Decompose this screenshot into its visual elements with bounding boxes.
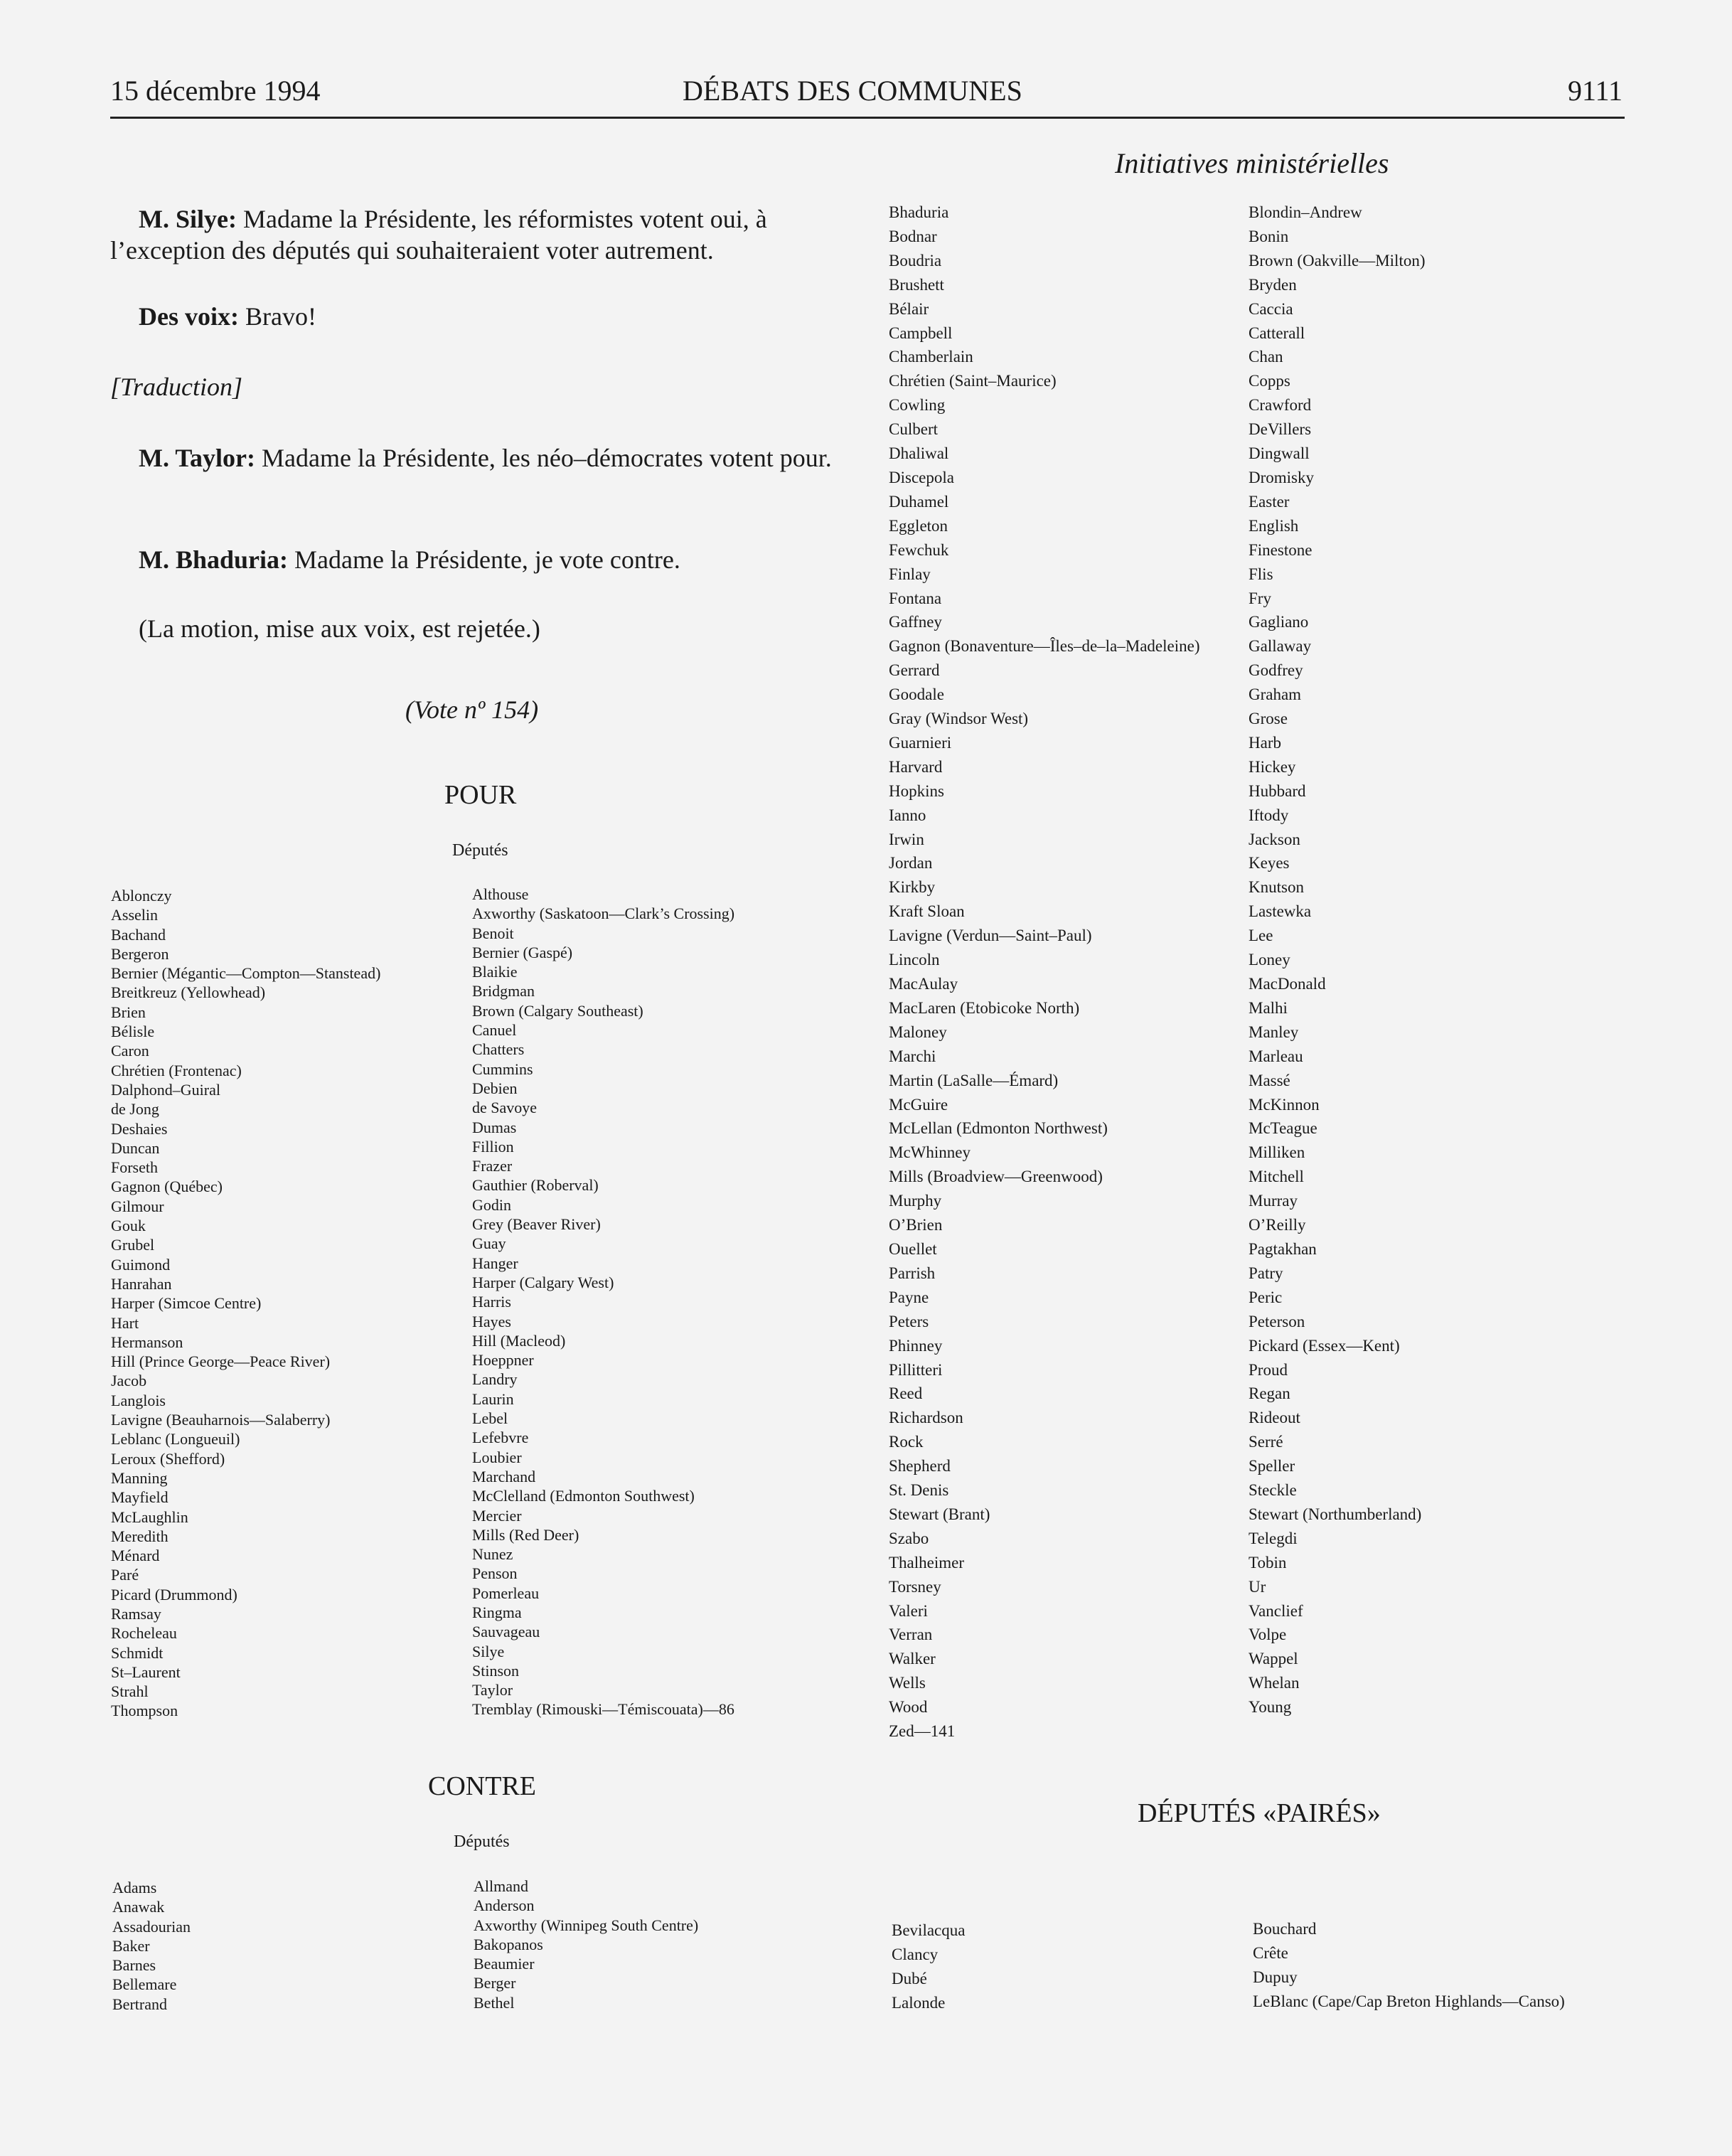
member-name: Verran bbox=[889, 1626, 933, 1644]
member-name: Bodnar bbox=[889, 227, 937, 245]
member-name: Taylor bbox=[472, 1681, 513, 1699]
member-name: Silye bbox=[472, 1642, 505, 1660]
member-name: Irwin bbox=[889, 830, 924, 848]
member-name: Wood bbox=[889, 1698, 928, 1717]
member-name: Phinney bbox=[889, 1336, 943, 1355]
member-name: MacDonald bbox=[1249, 975, 1326, 993]
member-name: Godin bbox=[472, 1195, 511, 1214]
member-name: Fry bbox=[1249, 589, 1271, 607]
member-name: Lavigne (Beauharnois—Salaberry) bbox=[111, 1411, 331, 1429]
member-name: Proud bbox=[1249, 1360, 1288, 1379]
member-name: Ouellet bbox=[889, 1239, 937, 1258]
member-name: Catterall bbox=[1249, 324, 1305, 342]
member-name: de Savoye bbox=[472, 1099, 538, 1117]
member-name: O’Reilly bbox=[1249, 1216, 1306, 1234]
member-name: Anawak bbox=[112, 1898, 165, 1916]
member-name: Iftody bbox=[1249, 806, 1289, 824]
member-name: Marchand bbox=[472, 1467, 536, 1485]
member-name: Hanrahan bbox=[111, 1274, 172, 1293]
member-name: Culbert bbox=[889, 420, 938, 439]
member-name: Tobin bbox=[1249, 1553, 1287, 1571]
member-name: Campbell bbox=[889, 324, 953, 342]
member-name: Langlois bbox=[111, 1391, 166, 1409]
member-name: Discepola bbox=[889, 468, 954, 486]
member-name: Boudria bbox=[889, 251, 942, 270]
member-name: Flis bbox=[1249, 565, 1273, 583]
member-name: Eggleton bbox=[889, 516, 948, 535]
member-name: Godfrey bbox=[1249, 661, 1303, 680]
member-name: Stewart (Northumberland) bbox=[1249, 1505, 1422, 1523]
member-name: Graham bbox=[1249, 685, 1302, 704]
member-name: Axworthy (Winnipeg South Centre) bbox=[474, 1916, 699, 1934]
member-name: Valeri bbox=[889, 1601, 928, 1620]
member-name: Berger bbox=[474, 1974, 516, 1992]
member-name: Lavigne (Verdun—Saint–Paul) bbox=[889, 927, 1092, 945]
member-name: McGuire bbox=[889, 1095, 948, 1114]
member-name: Canuel bbox=[472, 1021, 517, 1040]
member-name: Pagtakhan bbox=[1249, 1239, 1317, 1258]
member-name: Chatters bbox=[472, 1040, 525, 1059]
member-name: Leblanc (Longueuil) bbox=[111, 1430, 240, 1448]
member-name: Lastewka bbox=[1249, 902, 1312, 921]
member-name: Chamberlain bbox=[889, 348, 973, 366]
paragraph-taylor: M. Taylor: Madame la Présidente, les néo–démocrates votent pour. bbox=[139, 444, 832, 472]
member-name: Deshaies bbox=[111, 1119, 168, 1138]
contre-column-2 bbox=[474, 1877, 698, 2012]
member-name: Gilmour bbox=[111, 1197, 164, 1215]
member-name: Lincoln bbox=[889, 951, 940, 969]
member-name: Kraft Sloan bbox=[889, 902, 965, 921]
member-name: Forseth bbox=[111, 1158, 158, 1177]
member-name: Hermanson bbox=[111, 1333, 183, 1351]
member-name: Bernier (Gaspé) bbox=[472, 943, 573, 961]
member-name: McWhinney bbox=[889, 1143, 971, 1162]
member-name: St–Laurent bbox=[111, 1663, 181, 1681]
member-name: Bethel bbox=[474, 1993, 515, 2012]
member-name: Manning bbox=[111, 1468, 168, 1487]
member-name: Mills (Broadview—Greenwood) bbox=[889, 1168, 1103, 1186]
member-name: Blondin–Andrew bbox=[1249, 203, 1362, 221]
member-name: Hart bbox=[111, 1313, 139, 1332]
member-name: Debien bbox=[472, 1079, 518, 1097]
member-name: Nunez bbox=[472, 1545, 513, 1564]
member-name: Walker bbox=[889, 1650, 936, 1668]
member-name: Leroux (Shefford) bbox=[111, 1449, 225, 1468]
member-name: Young bbox=[1249, 1698, 1292, 1717]
member-name: Ménard bbox=[111, 1547, 160, 1565]
member-name: Breitkreuz (Yellowhead) bbox=[111, 983, 266, 1002]
member-name: Dupuy bbox=[1253, 1968, 1298, 1986]
member-name: St. Denis bbox=[889, 1481, 949, 1500]
member-name: Penson bbox=[472, 1564, 518, 1583]
section-tag: Initiatives ministérielles bbox=[1115, 147, 1389, 179]
member-name: Thompson bbox=[111, 1702, 178, 1720]
member-name: Zed—141 bbox=[889, 1722, 956, 1741]
paires-column-1 bbox=[892, 1918, 965, 2015]
member-name: Adams bbox=[112, 1879, 157, 1896]
member-name: Fewchuk bbox=[889, 540, 949, 559]
member-name: Peric bbox=[1249, 1288, 1283, 1306]
member-name: Jordan bbox=[889, 854, 933, 872]
member-name: Murray bbox=[1249, 1192, 1298, 1210]
member-name: Bélisle bbox=[111, 1023, 155, 1041]
member-name: Chrétien (Frontenac) bbox=[111, 1061, 242, 1079]
member-name: Brushett bbox=[889, 275, 944, 294]
paragraph-des-voix: Des voix: Bravo! bbox=[139, 302, 316, 331]
member-name: Hill (Prince George—Peace River) bbox=[111, 1352, 331, 1371]
member-name: Milliken bbox=[1249, 1143, 1305, 1162]
member-name: Bellemare bbox=[112, 1975, 177, 1994]
member-name: MacAulay bbox=[889, 975, 958, 993]
member-name: Dumas bbox=[472, 1118, 517, 1136]
member-name: Gagnon (Québec) bbox=[111, 1178, 223, 1196]
member-name: Harper (Simcoe Centre) bbox=[111, 1294, 262, 1313]
member-name: Lalonde bbox=[892, 1993, 946, 2012]
member-name: Loney bbox=[1249, 951, 1290, 969]
member-name: Fontana bbox=[889, 589, 942, 607]
member-name: Beaumier bbox=[474, 1955, 535, 1973]
member-name: Szabo bbox=[889, 1529, 929, 1547]
member-name: Althouse bbox=[472, 885, 529, 903]
member-name: English bbox=[1249, 516, 1299, 535]
member-name: Telegdi bbox=[1249, 1529, 1298, 1547]
contre-column-3 bbox=[889, 201, 1199, 1744]
member-name: Payne bbox=[889, 1288, 929, 1306]
member-name: Guimond bbox=[111, 1255, 171, 1274]
member-name: Lebel bbox=[472, 1409, 508, 1428]
member-name: Bridgman bbox=[472, 982, 535, 1000]
member-name: Hill (Macleod) bbox=[472, 1331, 566, 1350]
member-name: Tremblay (Rimouski—Témiscouata)—86 bbox=[472, 1700, 734, 1719]
member-name: Hickey bbox=[1249, 757, 1296, 776]
member-name: Marleau bbox=[1249, 1047, 1303, 1065]
paires-column-2 bbox=[1253, 1917, 1565, 2014]
member-name: Axworthy (Saskatoon—Clark’s Crossing) bbox=[472, 904, 735, 923]
member-name: Cowling bbox=[889, 396, 946, 415]
member-name: Gray (Windsor West) bbox=[889, 710, 1029, 728]
member-name: Dalphond–Guiral bbox=[111, 1080, 220, 1099]
member-name: Cummins bbox=[472, 1060, 533, 1078]
member-name: Murphy bbox=[889, 1192, 942, 1210]
member-name: Pickard (Essex—Kent) bbox=[1249, 1336, 1400, 1355]
member-name: Benoit bbox=[472, 924, 514, 942]
member-name: Frazer bbox=[472, 1157, 513, 1175]
member-name: Copps bbox=[1249, 372, 1290, 390]
member-name: Jackson bbox=[1249, 830, 1300, 848]
member-name: Hayes bbox=[472, 1312, 511, 1330]
member-name: Ramsay bbox=[111, 1604, 161, 1623]
member-name: Wappel bbox=[1249, 1650, 1298, 1668]
member-name: Stinson bbox=[472, 1661, 520, 1680]
member-name: Blaikie bbox=[472, 963, 518, 981]
member-name: Gaffney bbox=[889, 613, 942, 631]
member-name: Bernier (Mégantic—Compton—Stanstead) bbox=[111, 964, 381, 983]
member-name: Marchi bbox=[889, 1047, 936, 1065]
member-name: Grubel bbox=[111, 1236, 155, 1254]
member-name: Richardson bbox=[889, 1409, 963, 1427]
header-title: DÉBATS DES COMMUNES bbox=[683, 75, 1022, 107]
member-name: Gauthier (Roberval) bbox=[472, 1176, 599, 1195]
member-name: Hopkins bbox=[889, 781, 944, 800]
member-name: Maloney bbox=[889, 1023, 947, 1041]
member-name: Caron bbox=[111, 1042, 149, 1060]
member-name: Mayfield bbox=[111, 1488, 169, 1507]
member-name: Sauvageau bbox=[472, 1623, 540, 1641]
member-name: Crête bbox=[1253, 1943, 1288, 1962]
member-name: Malhi bbox=[1249, 998, 1288, 1017]
member-name: Harb bbox=[1249, 733, 1281, 752]
paragraph-bhaduria: M. Bhaduria: Madame la Présidente, je vote contre. bbox=[139, 545, 680, 574]
member-name: Bevilacqua bbox=[892, 1921, 966, 1939]
member-name: Allmand bbox=[474, 1877, 528, 1895]
paragraph-silye: M. Silye: Madame la Présidente, les réformistes votent oui, à l’exception des députés qui souhaiteraient voter autrement. bbox=[110, 205, 767, 265]
member-name: Wells bbox=[889, 1674, 926, 1692]
member-name: Barnes bbox=[112, 1956, 156, 1975]
pour-column-2 bbox=[472, 885, 734, 1719]
member-name: Vanclief bbox=[1249, 1601, 1303, 1620]
member-name: Strahl bbox=[111, 1682, 149, 1701]
member-name: Serré bbox=[1249, 1433, 1283, 1451]
member-name: Rocheleau bbox=[111, 1624, 177, 1643]
member-name: Assadourian bbox=[112, 1917, 191, 1936]
member-name: Harper (Calgary West) bbox=[472, 1273, 614, 1291]
member-name: Clancy bbox=[892, 1945, 939, 1963]
member-name: Massé bbox=[1249, 1071, 1290, 1089]
header-rule bbox=[110, 117, 1625, 119]
member-name: Lefebvre bbox=[472, 1429, 529, 1447]
pour-column-1 bbox=[111, 886, 380, 1721]
member-name: Whelan bbox=[1249, 1674, 1300, 1692]
member-name: Guarnieri bbox=[889, 733, 952, 752]
member-name: Peters bbox=[889, 1312, 929, 1330]
member-name: Bonin bbox=[1249, 227, 1289, 245]
member-name: Finlay bbox=[889, 565, 931, 583]
member-name: Mitchell bbox=[1249, 1168, 1304, 1186]
member-name: Hanger bbox=[472, 1254, 518, 1272]
member-name: Parrish bbox=[889, 1264, 936, 1282]
member-name: Martin (LaSalle—Émard) bbox=[889, 1071, 1059, 1089]
member-name: Guay bbox=[472, 1234, 506, 1253]
member-name: Bertrand bbox=[112, 1995, 167, 2013]
member-name: Bergeron bbox=[111, 944, 169, 963]
member-name: Baker bbox=[112, 1936, 150, 1955]
contre-column-4 bbox=[1249, 201, 1426, 1719]
member-name: Keyes bbox=[1249, 854, 1290, 872]
member-name: Anderson bbox=[474, 1896, 535, 1915]
contre-subheading: Députés bbox=[454, 1832, 510, 1851]
member-name: Manley bbox=[1249, 1023, 1299, 1041]
member-name: Duncan bbox=[111, 1138, 160, 1157]
pour-heading: POUR bbox=[444, 780, 517, 810]
member-name: Ianno bbox=[889, 806, 926, 824]
member-name: Goodale bbox=[889, 685, 944, 704]
member-name: Stewart (Brant) bbox=[889, 1505, 990, 1523]
member-name: Mills (Red Deer) bbox=[472, 1525, 579, 1544]
member-name: Jacob bbox=[111, 1372, 147, 1390]
member-name: Brown (Oakville—Milton) bbox=[1249, 251, 1426, 270]
member-name: Duhamel bbox=[889, 492, 949, 511]
member-name: Fillion bbox=[472, 1137, 514, 1156]
member-name: Shepherd bbox=[889, 1457, 951, 1475]
member-name: Gagnon (Bonaventure—Îles–de–la–Madeleine) bbox=[889, 637, 1200, 656]
member-name: Grey (Beaver River) bbox=[472, 1215, 601, 1234]
member-name: LeBlanc (Cape/Cap Breton Highlands—Canso) bbox=[1253, 1992, 1565, 2010]
member-name: de Jong bbox=[111, 1100, 159, 1119]
member-name: Easter bbox=[1249, 492, 1290, 511]
member-name: McKinnon bbox=[1249, 1095, 1320, 1114]
paragraph-motion: (La motion, mise aux voix, est rejetée.) bbox=[139, 614, 540, 643]
member-name: Dubé bbox=[892, 1969, 927, 1987]
member-name: Caccia bbox=[1249, 299, 1293, 318]
member-name: MacLaren (Etobicoke North) bbox=[889, 998, 1080, 1017]
member-name: Asselin bbox=[111, 906, 158, 924]
member-name: Ringma bbox=[472, 1603, 522, 1621]
member-name: Ablonczy bbox=[111, 887, 172, 904]
member-name: O’Brien bbox=[889, 1216, 943, 1234]
member-name: McLellan (Edmonton Northwest) bbox=[889, 1119, 1108, 1138]
member-name: Loubier bbox=[472, 1448, 522, 1466]
member-name: Grose bbox=[1249, 710, 1288, 728]
member-name: Harris bbox=[472, 1293, 511, 1311]
member-name: Laurin bbox=[472, 1389, 514, 1408]
member-name: Bakopanos bbox=[474, 1935, 543, 1953]
member-name: Finestone bbox=[1249, 540, 1313, 559]
member-name: Schmidt bbox=[111, 1643, 164, 1662]
member-name: Brien bbox=[111, 1003, 146, 1021]
member-name: Picard (Drummond) bbox=[111, 1585, 237, 1603]
contre-column-1 bbox=[112, 1878, 191, 2014]
member-name: Bryden bbox=[1249, 275, 1297, 294]
member-name: Brown (Calgary Southeast) bbox=[472, 1001, 643, 1020]
member-name: Chan bbox=[1249, 348, 1283, 366]
member-name: Lee bbox=[1249, 927, 1273, 945]
member-name: Paré bbox=[111, 1566, 139, 1584]
member-name: McLaughlin bbox=[111, 1507, 188, 1526]
member-name: Gagliano bbox=[1249, 613, 1309, 631]
member-name: Torsney bbox=[889, 1577, 941, 1596]
member-name: Ur bbox=[1249, 1577, 1266, 1596]
member-name: Pillitteri bbox=[889, 1360, 943, 1379]
member-name: Bélair bbox=[889, 299, 929, 318]
member-name: Steckle bbox=[1249, 1481, 1297, 1500]
contre-heading: CONTRE bbox=[428, 1771, 536, 1801]
member-name: Crawford bbox=[1249, 396, 1312, 415]
member-name: Chrétien (Saint–Maurice) bbox=[889, 372, 1057, 390]
member-name: Landry bbox=[472, 1370, 518, 1389]
member-name: Bouchard bbox=[1253, 1920, 1317, 1938]
member-name: Gallaway bbox=[1249, 637, 1312, 656]
member-name: Harvard bbox=[889, 757, 943, 776]
member-name: Rock bbox=[889, 1433, 924, 1451]
paragraph-traduction: [Traduction] bbox=[110, 373, 243, 401]
member-name: Gouk bbox=[111, 1217, 146, 1235]
member-name: Volpe bbox=[1249, 1626, 1287, 1644]
member-name: Gerrard bbox=[889, 661, 940, 680]
member-name: Bachand bbox=[111, 925, 166, 944]
member-name: Rideout bbox=[1249, 1409, 1300, 1427]
member-name: Thalheimer bbox=[889, 1553, 965, 1571]
member-name: Bhaduria bbox=[889, 203, 949, 221]
member-name: Speller bbox=[1249, 1457, 1295, 1475]
member-name: Hoeppner bbox=[472, 1351, 534, 1370]
member-name: DeVillers bbox=[1249, 420, 1312, 439]
pour-subheading: Députés bbox=[452, 841, 508, 860]
member-name: Kirkby bbox=[889, 878, 936, 897]
member-name: McClelland (Edmonton Southwest) bbox=[472, 1487, 695, 1505]
member-name: Patry bbox=[1249, 1264, 1283, 1282]
member-name: Dromisky bbox=[1249, 468, 1314, 486]
page-number: 9111 bbox=[1568, 75, 1623, 107]
member-name: Dhaliwal bbox=[889, 444, 949, 463]
paires-heading: DÉPUTÉS «PAIRÉS» bbox=[1138, 1798, 1381, 1828]
vote-label: (Vote nº 154) bbox=[405, 695, 539, 724]
member-name: Pomerleau bbox=[472, 1584, 540, 1602]
member-name: Reed bbox=[889, 1384, 923, 1403]
member-name: Dingwall bbox=[1249, 444, 1310, 463]
member-name: Meredith bbox=[111, 1527, 169, 1545]
header-date: 15 décembre 1994 bbox=[110, 75, 321, 107]
member-name: Mercier bbox=[472, 1506, 522, 1525]
member-name: McTeague bbox=[1249, 1119, 1317, 1138]
member-name: Peterson bbox=[1249, 1312, 1305, 1330]
member-name: Hubbard bbox=[1249, 781, 1306, 800]
member-name: Knutson bbox=[1249, 878, 1304, 897]
member-name: Regan bbox=[1249, 1384, 1290, 1403]
